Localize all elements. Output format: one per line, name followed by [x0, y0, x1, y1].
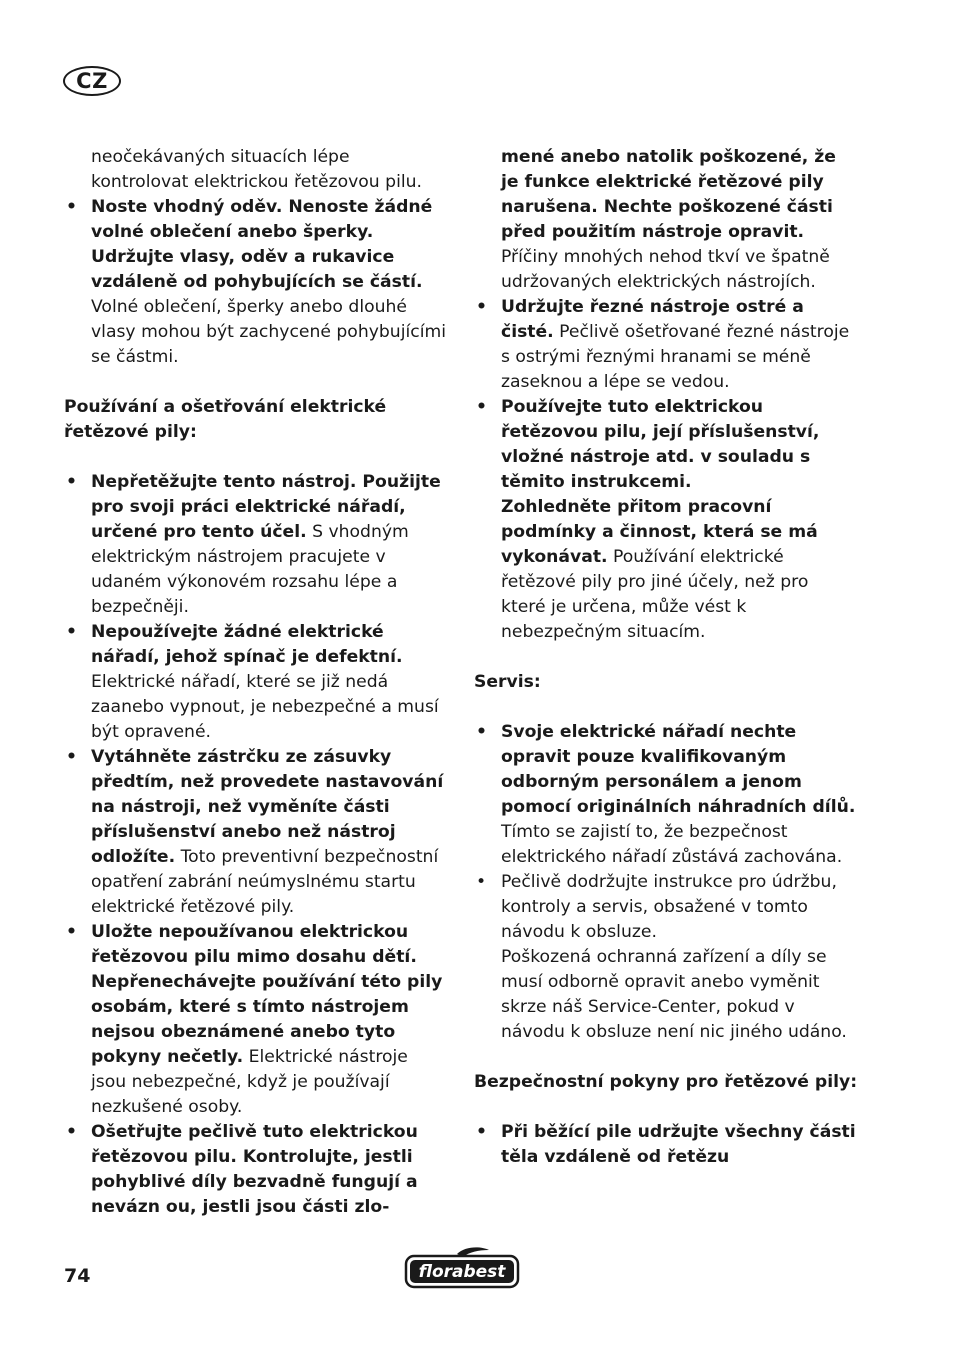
item-text: S vhodným elektrickým nástrojem pracujete v udaném výkonovém rozsahu lépe a bezpečněji.	[91, 522, 409, 617]
list-item	[474, 870, 858, 1045]
list-item	[474, 1120, 858, 1170]
item-bold-text: Nepoužívejte žádné elektrické nářadí, jehož spínač je defektní.	[91, 622, 403, 667]
intro-paragraph: neočekávaných situacích lépe kontrolovat elektrickou řetězovou pilu.	[91, 147, 422, 192]
item-bold-text: Nepřetěžujte tento nástroj. Použijte pro svoji práci elektrické nářadí, určené pro tento účel.	[91, 472, 441, 542]
florabest-logo	[403, 1246, 521, 1290]
list-item	[64, 1120, 448, 1220]
bullet: •	[66, 472, 77, 492]
list-item	[64, 745, 448, 920]
bullet: •	[476, 872, 487, 892]
list-item	[64, 920, 448, 1120]
right-column	[474, 145, 858, 1170]
bullet: •	[66, 1122, 77, 1142]
item-text: Elektrické nářadí, které se již nedá zaanebo vypnout, je nebezpečné a musí být opravené.	[91, 672, 439, 742]
item-text: Volné oblečení, šperky anebo dlouhé vlasy mohou být zachycené pohybujícími se částmi.	[91, 297, 446, 367]
language-badge: CZ	[63, 66, 121, 96]
item-text: Tímto se zajistí to, že bezpečnost elektrického nářadí zůstává zachována.	[501, 822, 843, 867]
section-heading: Bezpečnostní pokyny pro řetězové pily:	[474, 1072, 858, 1092]
bullet: •	[66, 922, 77, 942]
item-bold-text: Noste vhodný oděv. Nenoste žádné volné oblečení anebo šperky. Udržujte vlasy, oděv a rukavice vzdáleně od pohybujících se částí.	[91, 197, 433, 292]
list-item	[64, 470, 448, 620]
continued-paragraph	[474, 145, 858, 295]
list-item	[474, 395, 858, 645]
section-heading: Používání a ošetřování elektrické řetězové pily:	[64, 397, 387, 442]
item-bold-text: Ošetřujte pečlivě tuto elektrickou řetězovou pilu. Kontrolujte, jestli pohyblivé díly bezvadně fungují a nevázn ou, jestli jsou části zlo-	[91, 1122, 418, 1217]
item-text: Pečlivě ošetřované řezné nástroje s ostrými řeznými hranami se méně zaseknou a lépe se vedou.	[501, 322, 850, 392]
bullet: •	[476, 397, 487, 417]
item-bold-text: mené anebo natolik poškozené, že je funkce elektrické řetězové pily narušena. Nechte poškozené části před použitím nástroje opravit.	[501, 147, 836, 242]
bullet: •	[66, 197, 77, 217]
bullet: •	[66, 622, 77, 642]
item-bold-text: Uložte nepoužívanou elektrickou řetězovou pilu mimo dosahu dětí. Nepřenechávejte používání této pily osobám, které s tímto nástrojem nejsou obeznámené anebo tyto pokyny nečetly.	[91, 922, 443, 1067]
left-column	[64, 145, 448, 1220]
item-text: Příčiny mnohých nehod tkví ve špatně udržovaných elektrických nástrojích.	[501, 247, 830, 292]
item-bold-text: Svoje elektrické nářadí nechte opravit pouze kvalifikovaným odborným personálem a jenom pomocí originálních náhradních dílů.	[501, 722, 856, 817]
brand-text: florabest	[418, 1262, 506, 1282]
list-item	[64, 620, 448, 745]
list-item	[474, 720, 858, 870]
item-text: Elektrické nástroje jsou nebezpečné, když je používají nezkušené osoby.	[91, 1047, 408, 1117]
list-item	[474, 295, 858, 395]
item-text: Používání elektrické řetězové pily pro jiné účely, než pro které je určena, může vést k nebezpečným situacím.	[501, 547, 809, 642]
item-bold-text: Při běžící pile udržujte všechny části těla vzdáleně od řetězu	[501, 1122, 856, 1167]
bullet: •	[66, 747, 77, 767]
bullet: •	[476, 1122, 487, 1142]
item-bold-text: Vytáhněte zástrčku ze zásuvky předtím, než provedete nastavování na nástroji, než vyměníte části příslušenství anebo než nástroj odložíte.	[91, 747, 444, 867]
page-number: 74	[64, 1265, 91, 1287]
item-text: Poškozená ochranná zařízení a díly se musí odborně opravit anebo vyměnit skrze náš Service-Center, pokud v návodu k obsluze není nic jiného udáno.	[501, 947, 847, 1042]
item-bold-text: Zohledněte přitom pracovní podmínky a činnost, která se má vykonávat.	[501, 497, 818, 567]
list-item	[64, 195, 448, 370]
item-text: Pečlivě dodržujte instrukce pro údržbu, kontroly a servis, obsažené v tomto návodu k obsluze.	[501, 872, 837, 942]
item-text: Toto preventivní bezpečnostní opatření zabrání neúmyslnému startu elektrické řetězové pily.	[91, 847, 439, 917]
bullet: •	[476, 722, 487, 742]
bullet: •	[476, 297, 487, 317]
section-heading: Servis:	[474, 672, 541, 692]
item-bold-text: Používejte tuto elektrickou řetězovou pilu, její příslušenství, vložné nástroje atd. v souladu s těmito instrukcemi.	[501, 397, 820, 492]
item-bold-text: Udržujte řezné nástroje ostré a čisté.	[501, 297, 804, 342]
